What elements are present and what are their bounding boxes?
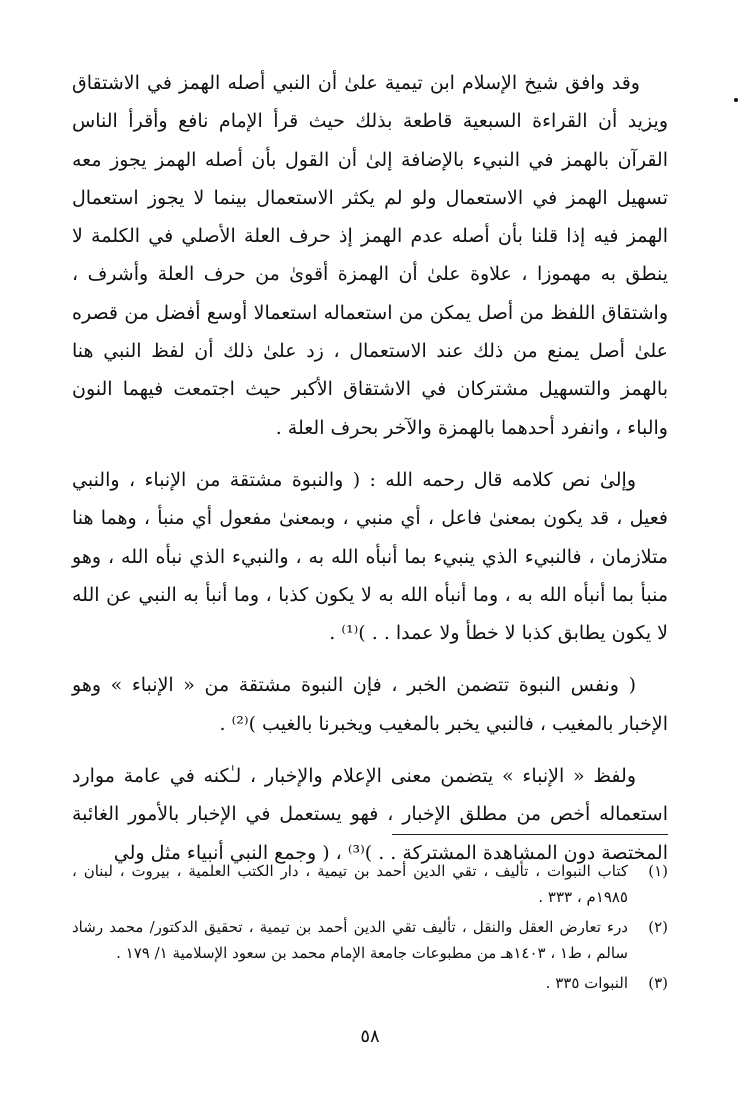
page-number: ٥٨ [360, 1026, 380, 1047]
footnote-3 [72, 970, 668, 996]
paragraph-1: وقد وافق شيخ الإسلام ابن تيمية علىٰ أن النبي أصله الهمز في الاشتقاق ويزيد أن القراءة السبعية قاطعة بذلك حيث قرأ الإمام نافع وأقرأ الناس القرآن بالهمز في النبيء بالإضافة إلىٰ أن القول بأن أصله الهمز يجوز معه تسهيل الهمز في الاستعمال ولو لم يكثر الاستعمال بينما لا يجوز استعمال الهمز فيه إذا قلنا بأن أصله عدم الهمز إذ حرف العلة الأصلي في الكلمة لا ينطق به مهموزا ، علاوة علىٰ أن الهمزة أقوىٰ من حرف العلة وأشرف ، واشتقاق اللفظ من أصل يمكن من استعماله استعمالا أوسع أفضل من قصره علىٰ أصل يمنع من ذلك عند الاستعمال ، زد علىٰ ذلك أن لفظ النبي هنا بالهمز والتسهيل مشتركان في الاشتقاق الأكبر حيث اجتمعت فيهما النون والباء ، وانفرد أحدهما بالهمزة والآخر بحرف العلة . [72, 72, 668, 439]
paragraph-3: ( ونفس النبوة تتضمن الخبر ، فإن النبوة مشتقة من « الإنباء » وهو الإخبار بالمغيب ، فالنبي يخبر بالمغيب ويخبرنا بالغيب )⁽²⁾ . [72, 674, 668, 735]
margin-mark [734, 98, 738, 102]
footnote-3-number: (٣) [648, 974, 668, 992]
footnote-3-text: النبوات ٣٣٥ . [545, 974, 628, 992]
footnote-separator [392, 834, 668, 835]
footnote-2-text: درء تعارض العقل والنقل ، تأليف تقي الدين أحمد بن تيمية ، تحقيق الدكتور/ محمد رشاد سالم ، ط١ ، ١٤٠٣هـ من مطبوعات جامعة الإمام محمد بن سعود الإسلامية ١/ ١٧٩ . [72, 918, 628, 962]
paragraph-4: ولفظ « الإنباء » يتضمن معنى الإعلام والإخبار ، لـٰكنه في عامة موارد استعماله أخص من مطلق الإخبار ، فهو يستعمل في الإخبار بالأمور الغائبة المختصة دون المشاهدة المشتركة . . )⁽³⁾ ، ( وجمع النبي أنبياء مثل ولي [72, 765, 668, 864]
main-text [72, 64, 668, 886]
footnotes [72, 858, 668, 1000]
footnote-1-number: (١) [648, 862, 668, 880]
footnote-2 [72, 914, 668, 966]
footnote-1 [72, 858, 668, 910]
paragraph-2: وإلىٰ نص كلامه قال رحمه الله : ( والنبوة مشتقة من الإنباء ، والنبي فعيل ، قد يكون بمعنىٰ فاعل ، أي منبي ، وبمعنىٰ مفعول أي منبأ ، وهما هنا متلازمان ، فالنبيء الذي ينبيء بما أنبأه الله به ، والنبيء الذي نبأه الله ، وهو منبأ بما أنبأه الله به ، وما أنبأه الله به لا يكون كذبا ، وما أنبأ به النبي عن الله لا يكون يطابق كذبا لا خطأ ولا عمدا . . )⁽¹⁾ . [72, 468, 668, 645]
footnote-2-number: (٢) [648, 918, 668, 936]
footnote-1-text: كتاب النبوات ، تأليف ، تقي الدين أحمد بن تيمية ، دار الكتب العلمية ، بيروت ، لبنان ، ١٩٨٥م ، ٣٣٣ . [72, 862, 628, 906]
